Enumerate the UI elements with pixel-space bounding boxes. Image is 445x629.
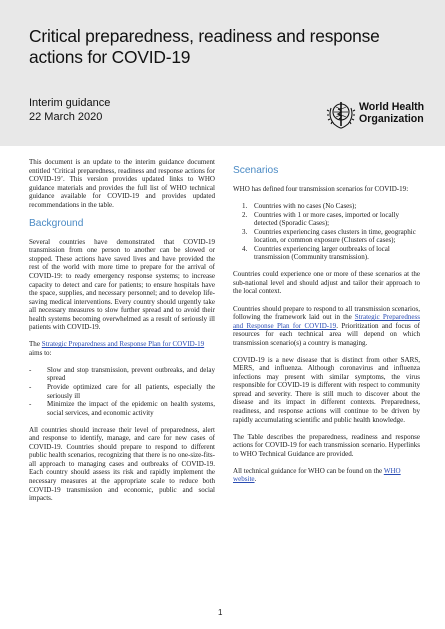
who-logo (325, 97, 435, 131)
disease-paragraph: COVID-19 is a new disease that is distinct from other SARS, MERS, and influenza. Although coronavirus and influenza infections may present with similar symptoms, the virus responsible for COVID-19 is different with respect to community spread and severity. There is still much to discover about the disease and its impact in different contexts. Preparedness, readiness, and response actions will continue to be driven by rapidly accumulating scientific and public health knowledge. (233, 355, 420, 424)
list-number: 1. (242, 202, 248, 211)
scenarios-heading: Scenarios (233, 165, 279, 176)
subnational-paragraph: Countries could experience one or more of these scenarios at the sub-national level and should adjust and tailor their approach to the local context. (233, 270, 420, 296)
guidance-suffix: . (254, 475, 257, 484)
right-column (233, 165, 420, 492)
prepare-suffix: . Prioritization and focus of resources for each technical area will depend on which transmission scenario(s) a country is managing. (233, 321, 420, 347)
document-title: Critical preparedness, readiness and response actions for COVID-19 (29, 26, 380, 67)
list-item: - Minimize the impact of the epidemic on health systems, social services, and economic activity (29, 400, 215, 417)
guidance-prefix: All technical guidance for WHO can be found on the (233, 466, 384, 475)
title-banner (0, 0, 445, 146)
sprp-link-2[interactable]: Strategic Preparedness and Response Plan for COVID-19 (233, 313, 420, 330)
sprp-prefix: The (29, 340, 42, 349)
list-item: 4. Countries experiencing larger outbreaks of local transmission (Community transmission). (242, 244, 390, 262)
guidance-paragraph (233, 467, 420, 484)
closing-paragraph: All countries should increase their level of preparedness, alert and response to identify, manage, and care for new cases of COVID-19. Countries should prepare to respond to different public health scenarios, recognizing that there is no one-size-fits-all approach to managing cases and outbreaks of COVID-19. Each country should assess its risk and rapidly implement the necessary measures at the appropriate scale to reduce both COVID-19 transmission and economic, public and social impacts. (29, 425, 215, 503)
scenarios-list (233, 202, 420, 262)
background-paragraph: Several countries have demonstrated that COVID-19 transmission from one person to another can be slowed or stopped. These actions have saved lives and have provided the rest of the world with more time to prepare for the arrival of COVID-19: to ready emergency response systems; to increase capacity to detect and care for patients; to ensure hospitals have the space, supplies, and necessary personnel; and to develop life-saving medical interventions. Every country should urgently take all necessary measures to slow further spread and to avoid their health systems becoming overwhelmed as a result of seriously ill patients with COVID-19. (29, 237, 215, 332)
left-column (29, 158, 215, 511)
prepare-paragraph (233, 305, 420, 348)
list-number: 2. (242, 210, 248, 219)
who-wordmark-line2: Organization (359, 113, 424, 125)
table-paragraph: The Table describes the preparedness, readiness and response actions for COVID-19 for each transmission scenario. Hyperlinks to WHO Technical Guidance are provided. (233, 432, 420, 458)
who-wordmark-line1: World Health (359, 101, 425, 113)
list-item: - Provide optimized care for all patients, especially the seriously ill (29, 382, 215, 400)
intro-paragraph: This document is an update to the interim guidance document entitled ‘Critical preparedness, readiness and response actions for COVID-19’. This version provides updated links to WHO guidance materials and provides the full list of WHO technical guidance available for COVID-19 and provides updated recommendations in the table. (29, 158, 215, 209)
bullet-dash: - (29, 400, 32, 409)
sprp-paragraph (29, 340, 215, 357)
guidance-type: Interim guidance (29, 97, 111, 109)
list-number: 3. (242, 227, 248, 236)
sprp-link[interactable]: Strategic Preparedness and Response Plan for COVID-19 (41, 340, 205, 349)
bullet-dash: - (29, 382, 32, 391)
guidance-info (29, 96, 110, 124)
scenarios-intro: WHO has defined four transmission scenarios for COVID-19: (233, 185, 409, 193)
who-website-link[interactable]: WHO website (233, 466, 401, 484)
bullet-dash: - (29, 365, 32, 374)
sprp-suffix: aims to: (29, 348, 52, 357)
prepare-prefix: Countries should prepare to respond to all transmission scenarios, following the framework laid out in the (233, 304, 420, 322)
who-wordmark (359, 101, 424, 125)
list-item: - Slow and stop transmission, prevent outbreaks, and delay spread (29, 365, 215, 383)
aims-list (29, 366, 215, 417)
publication-date: 22 March 2020 (29, 111, 103, 123)
list-number: 4. (242, 244, 248, 253)
page-number: 1 (218, 608, 223, 617)
who-emblem-icon (325, 97, 357, 131)
list-item: 3. Countries experiencing cases clusters in time, geographic location, or common exposure (Clusters of cases); (242, 227, 416, 245)
background-heading: Background (29, 217, 84, 229)
list-item: 2. Countries with 1 or more cases, imported or locally detected (Sporadic Cases); (242, 210, 400, 228)
list-item: 1. Countries with no cases (No Cases); (242, 202, 357, 211)
